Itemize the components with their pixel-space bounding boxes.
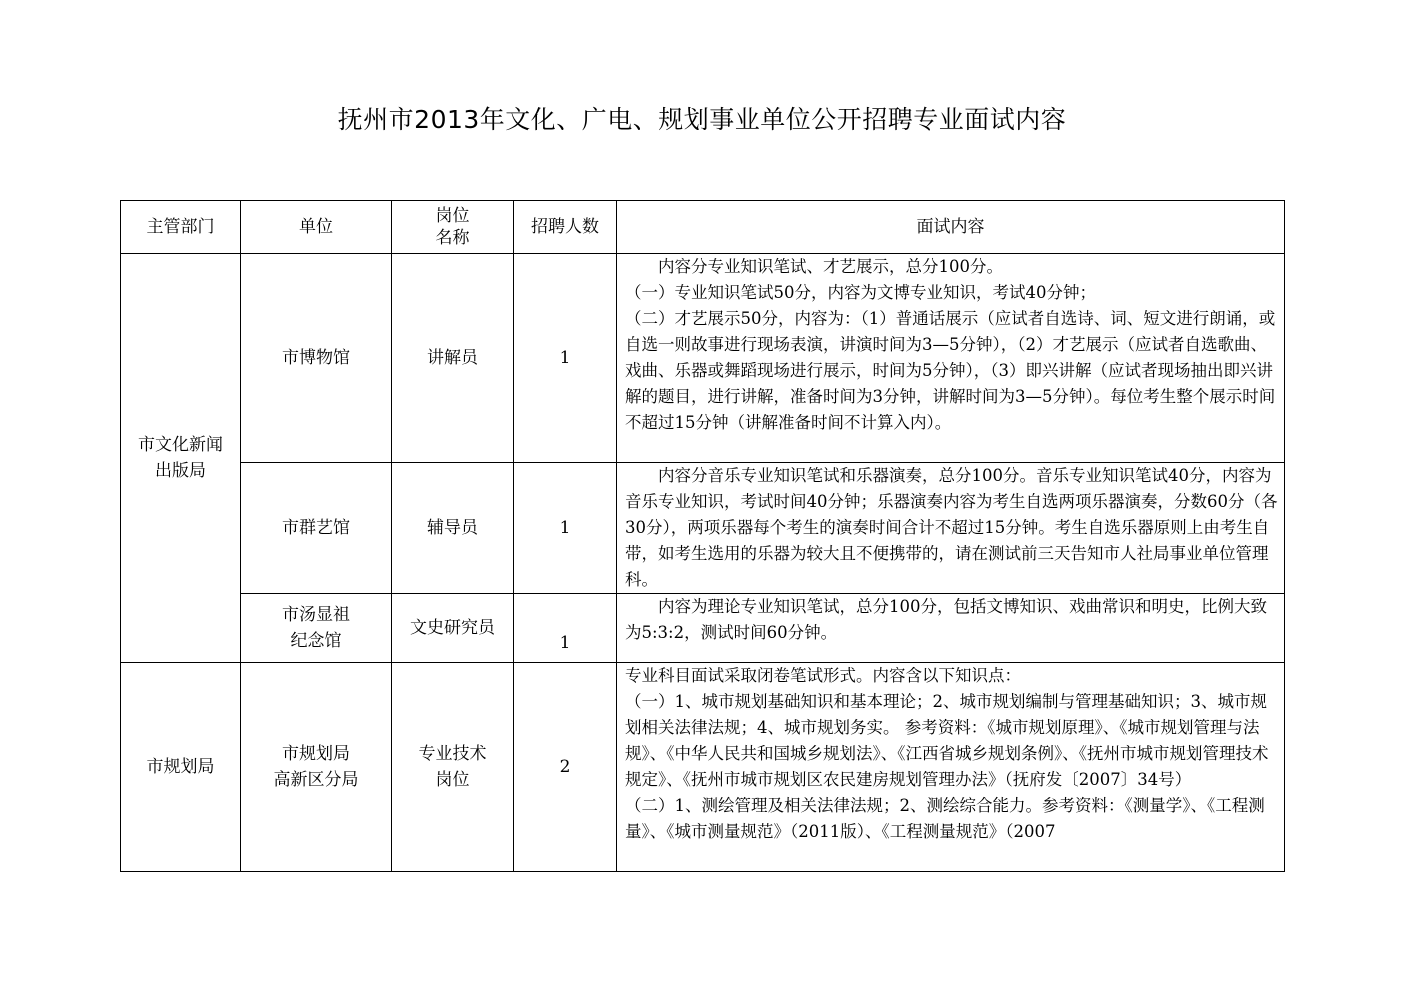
- table-header-row: [121, 201, 1285, 254]
- content-cell: [617, 594, 1285, 663]
- count-cell: 1: [514, 463, 617, 594]
- content-paragraph: （二）才艺展示50分，内容为：（1）普通话展示（应试者自选诗、词、短文进行朗诵，或自选一则故事进行现场表演，讲演时间为3—5分钟），（2）才艺展示（应试者自选歌曲、戏曲、乐器或舞蹈现场进行展示，时间为5分钟），（3）即兴讲解（应试者现场抽出即兴讲解的题目，进行讲解，准备时间为3分钟，讲解时间为3—5分钟）。每位考生整个展示时间不超过15分钟（讲解准备时间不计算入内）。: [625, 309, 1276, 432]
- unit-line: 纪念馆: [290, 631, 342, 651]
- post-line: 岗位: [435, 770, 470, 790]
- post-cell: [392, 663, 514, 872]
- content-paragraph: （一）1、城市规划基础知识和基本理论；2、城市规划编制与管理基础知识；3、城市规划相关法律法规；4、城市规划务实。 参考资料：《城市规划原理》、《城市规划管理与法规》、《中华人民共和国城乡规划法》、《江西省城乡规划条例》、《抚州市城市规划管理技术规定》、《抚州市城市规划区农民建房规划管理办法》（抚府发〔2007〕34号）: [625, 692, 1269, 789]
- dept-cell: 市规划局: [121, 663, 241, 872]
- header-content: 面试内容: [617, 201, 1285, 254]
- header-count: 招聘人数: [514, 201, 617, 254]
- post-cell: 辅导员: [392, 463, 514, 594]
- unit-cell: [241, 663, 392, 872]
- content-cell: [617, 254, 1285, 463]
- header-post-line1: 岗位: [435, 206, 470, 226]
- content-paragraph: 内容分专业知识笔试、才艺展示，总分100分。: [658, 257, 1003, 276]
- table-row: [121, 254, 1285, 463]
- table-row: [121, 463, 1285, 594]
- count-cell: 1: [514, 254, 617, 463]
- header-post: [392, 201, 514, 254]
- content-clip: [625, 663, 1278, 869]
- post-cell: 文史研究员: [392, 594, 514, 663]
- table-row: [121, 594, 1285, 663]
- unit-line: 市规划局: [282, 744, 350, 764]
- unit-line: 高新区分局: [273, 770, 359, 790]
- count-cell: 2: [514, 663, 617, 872]
- header-unit: 单位: [241, 201, 392, 254]
- unit-cell: 市博物馆: [241, 254, 392, 463]
- page-title: 抚州市2013年文化、广电、规划事业单位公开招聘专业面试内容: [337, 105, 1067, 134]
- table-row: [121, 663, 1285, 872]
- content-paragraph: 内容为理论专业知识笔试，总分100分，包括文博知识、戏曲常识和明史，比例大致为5:3:2，测试时间60分钟。: [625, 597, 1267, 642]
- count-cell: 1: [514, 594, 617, 663]
- post-cell: 讲解员: [392, 254, 514, 463]
- unit-line: 市汤显祖: [282, 605, 350, 625]
- content-paragraph: （二）1、测绘管理及相关法律法规；2、测绘综合能力。参考资料：《测量学》、《工程测量》、《城市测量规范》（2011版）、《工程测量规范》（2007: [625, 796, 1265, 841]
- dept-cell: [121, 254, 241, 663]
- content-paragraph: 内容分音乐专业知识笔试和乐器演奏，总分100分。音乐专业知识笔试40分，内容为音乐专业知识，考试时间40分钟；乐器演奏内容为考生自选两项乐器演奏，分数60分（各30分），两项乐器每个考生的演奏时间合计不超过15分钟。考生自选乐器原则上由考生自带，如考生选用的乐器为较大且不便携带的，请在测试前三天告知市人社局事业单位管理科。: [625, 466, 1278, 589]
- post-line: 专业技术: [418, 744, 487, 764]
- interview-content-table: [120, 200, 1285, 872]
- content-paragraph: （一）专业知识笔试50分，内容为文博专业知识，考试40分钟；: [625, 283, 1096, 302]
- content-paragraph: 专业科目面试采取闭卷笔试形式。内容含以下知识点：: [625, 666, 1021, 685]
- header-post-line2: 名称: [435, 228, 470, 248]
- content-cell: [617, 663, 1285, 872]
- dept-name: 市文化新闻出版局: [138, 435, 223, 481]
- content-cell: [617, 463, 1285, 594]
- unit-cell: [241, 594, 392, 663]
- unit-cell: 市群艺馆: [241, 463, 392, 594]
- header-dept: 主管部门: [121, 201, 241, 254]
